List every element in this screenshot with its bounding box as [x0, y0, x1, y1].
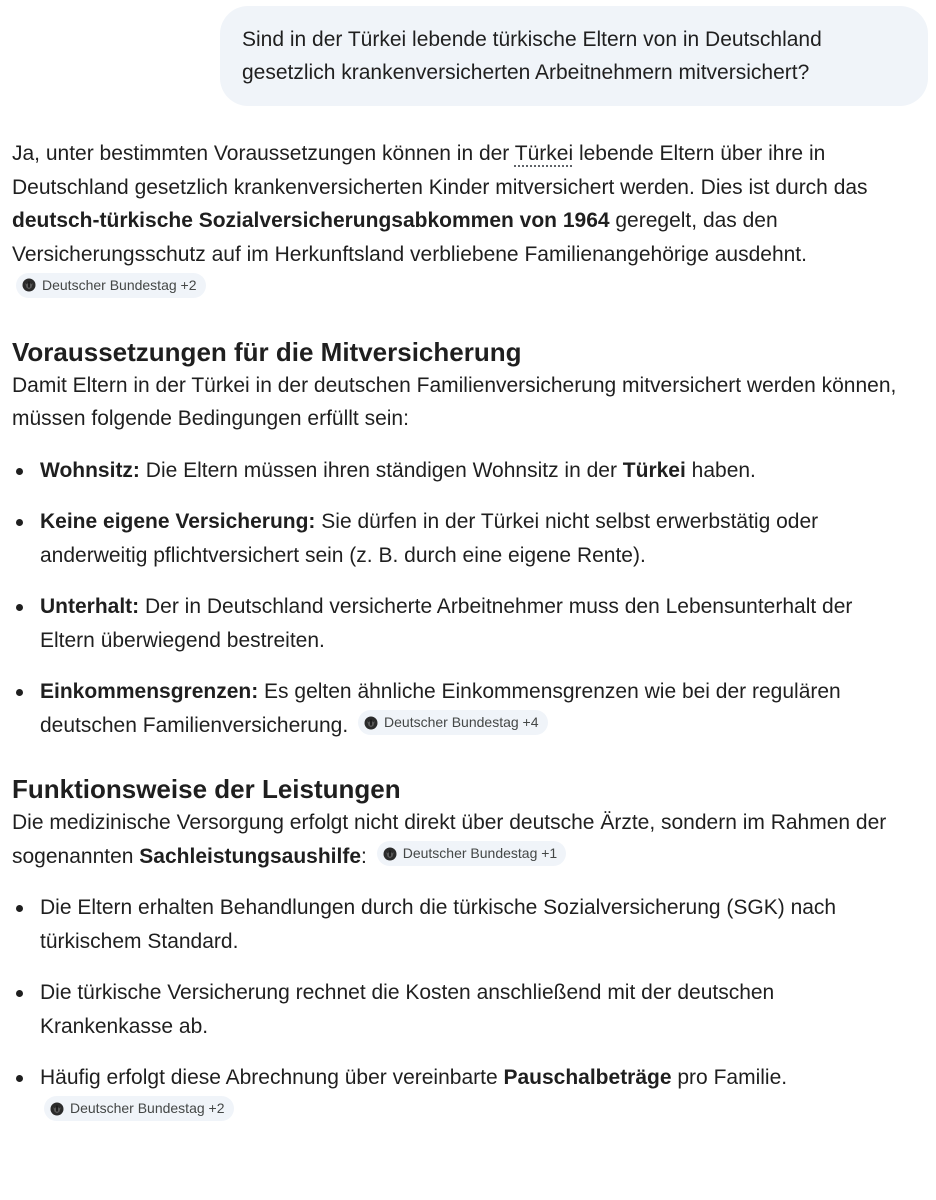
- assistant-response: [12, 137, 912, 1128]
- bundestag-eagle-icon: [50, 1102, 64, 1116]
- list-item: Die Eltern erhalten Behandlungen durch die türkische Sozialversicherung (SGK) nach türkischem Standard.: [12, 891, 912, 958]
- source-chip[interactable]: [44, 1096, 234, 1121]
- bundestag-eagle-icon: [364, 716, 378, 730]
- requirements-list: [12, 454, 912, 743]
- section-heading-voraussetzungen: Voraussetzungen für die Mitversicherung: [12, 336, 522, 367]
- section-intro-paragraph: Damit Eltern in der Türkei in der deutschen Familienversicherung mitversichert werden können, müssen folgende Bedingungen erfüllt sein:: [12, 373, 897, 430]
- list-item: Wohnsitz: Die Eltern müssen ihren ständigen Wohnsitz in der Türkei haben.: [12, 454, 912, 488]
- source-chip-label: Deutscher Bundestag +2: [70, 1100, 225, 1116]
- intro-paragraph: Ja, unter bestimmten Voraussetzungen können in der Türkei lebende Eltern über ihre in Deutschland gesetzlich krankenversicherten Kinder mitversichert werden. Dies ist durch das deutsch-türkische Sozialversicherungsabkommen von 1964 geregelt, das den Versicherungsschutz auf im Herkunftsland verbliebene Familienangehörige ausdehnt. Deutscher Bundestag +2: [12, 137, 912, 305]
- source-chip-label: Deutscher Bundestag +4: [384, 714, 539, 730]
- user-message-line: Sind in der Türkei lebende türkische Eltern von in Deutschland: [242, 28, 822, 51]
- section-intro-paragraph: Die medizinische Versorgung erfolgt nicht direkt über deutsche Ärzte, sondern im Rahmen der sogenannten Sachleistungsaushilfe: Deutscher Bundestag +1: [12, 811, 887, 868]
- source-chip[interactable]: [377, 841, 567, 866]
- list-item: Einkommensgrenzen: Es gelten ähnliche Einkommensgrenzen wie bei der regulären deutschen Familienversicherung. Deutscher Bundestag +4: [12, 675, 912, 742]
- section-heading-funktionsweise: Funktionsweise der Leistungen: [12, 774, 401, 804]
- user-message-bubble: [220, 6, 928, 106]
- source-chip[interactable]: [358, 710, 548, 735]
- bundestag-eagle-icon: [383, 847, 397, 861]
- user-message-line: gesetzlich krankenversicherten Arbeitnehmern mitversichert?: [242, 61, 810, 84]
- list-item: Häufig erfolgt diese Abrechnung über vereinbarte Pauschalbeträge pro Familie. Deutscher Bundestag +2: [12, 1061, 912, 1128]
- term-link-tuerkei[interactable]: Türkei: [514, 142, 574, 165]
- source-chip[interactable]: [16, 273, 206, 298]
- source-chip-label: Deutscher Bundestag +2: [42, 276, 197, 293]
- list-item: Keine eigene Versicherung: Sie dürfen in der Türkei nicht selbst erwerbstätig oder anderweitig pflichtversichert sein (z. B. durch eine eigene Rente).: [12, 505, 912, 572]
- services-list: [12, 891, 912, 1128]
- bundestag-eagle-icon: [22, 278, 36, 292]
- list-item: Die türkische Versicherung rechnet die Kosten anschließend mit der deutschen Krankenkasse ab.: [12, 976, 912, 1043]
- list-item: Unterhalt: Der in Deutschland versicherte Arbeitnehmer muss den Lebensunterhalt der Eltern überwiegend bestreiten.: [12, 590, 912, 657]
- source-chip-label: Deutscher Bundestag +1: [402, 845, 558, 861]
